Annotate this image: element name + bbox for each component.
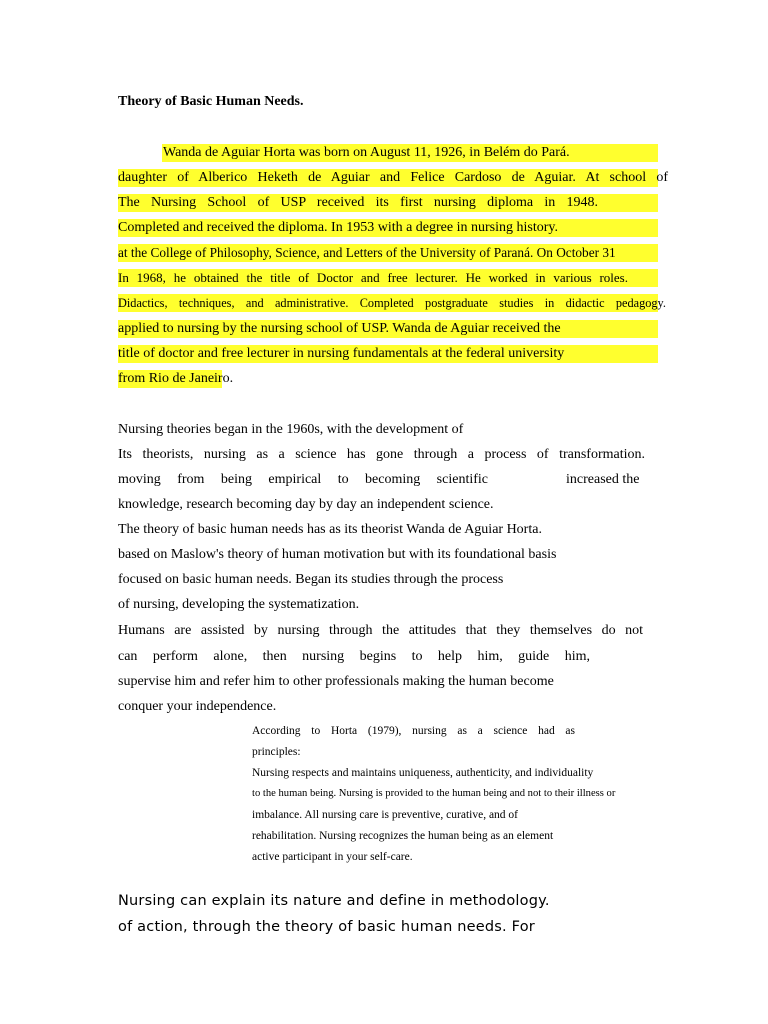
paragraph-line: The Nursing School of USP received its first nursing diploma in 1948. xyxy=(118,195,598,210)
quote-line: According to Horta (1979), nursing as a science had as xyxy=(252,725,575,737)
quote-line: principles: xyxy=(252,746,301,758)
paragraph-line: can perform alone, then nursing begins to help him, guide him, xyxy=(118,649,590,664)
paragraph-line: moving from being empirical to becoming scientific xyxy=(118,472,488,487)
quote-line: imbalance. All nursing care is preventive, curative, and of xyxy=(252,809,518,821)
paragraph-line: Humans are assisted by nursing through the attitudes that they themselves do not xyxy=(118,623,643,638)
paragraph-line: Completed and received the diploma. In 1953 with a degree in nursing history. xyxy=(118,220,558,235)
paragraph-line: Its theorists, nursing as a science has gone through a process of transformation. xyxy=(118,447,645,462)
paragraph-line: In 1968, he obtained the title of Doctor and free lecturer. He worked in various roles. xyxy=(118,270,628,285)
paragraph-line: Wanda de Aguiar Horta was born on August 11, 1926, in Belém do Pará. xyxy=(163,145,570,160)
paragraph-line: supervise him and refer him to other professionals making the human become xyxy=(118,674,554,689)
closing-line: Nursing can explain its nature and define in methodology. xyxy=(118,893,550,909)
paragraph-line: conquer your independence. xyxy=(118,699,277,714)
paragraph-line: Didactics, techniques, and administrative. Completed postgraduate studies in didactic pedagogy. xyxy=(118,296,666,310)
quote-line: Nursing respects and maintains uniqueness, authenticity, and individuality xyxy=(252,767,594,779)
paragraph-line: increased the xyxy=(566,472,640,487)
paragraph-line: daughter of Alberico Heketh de Aguiar and Felice Cardoso de Aguiar. At school of xyxy=(118,170,668,185)
paragraph-line: title of doctor and free lecturer in nursing fundamentals at the federal university xyxy=(118,346,565,361)
paragraph-line: focused on basic human needs. Began its studies through the process xyxy=(118,572,504,587)
paragraph-line: of nursing, developing the systematization. xyxy=(118,597,360,612)
document-title: Theory of Basic Human Needs. xyxy=(118,94,304,109)
quote-line: to the human being. Nursing is provided to the human being and not to their illness or xyxy=(252,788,616,799)
paragraph-line: Nursing theories began in the 1960s, with the development of xyxy=(118,422,464,437)
quote-line: rehabilitation. Nursing recognizes the human being as an element xyxy=(252,830,554,842)
paragraph-line: knowledge, research becoming day by day an independent science. xyxy=(118,497,494,512)
closing-line: of action, through the theory of basic human needs. For xyxy=(118,919,535,935)
paragraph-line xyxy=(118,370,233,388)
paragraph-line-tail: ro. xyxy=(217,371,234,386)
paragraph-line: based on Maslow's theory of human motivation but with its foundational basis xyxy=(118,547,557,562)
paragraph-line-highlighted: from Rio de Janei xyxy=(118,371,218,386)
quote-line: active participant in your self-care. xyxy=(252,851,413,863)
paragraph-line: The theory of basic human needs has as its theorist Wanda de Aguiar Horta. xyxy=(118,522,542,537)
paragraph-line: at the College of Philosophy, Science, and Letters of the University of Paraná. On October 31 xyxy=(118,245,616,260)
paragraph-line: applied to nursing by the nursing school of USP. Wanda de Aguiar received the xyxy=(118,321,561,336)
